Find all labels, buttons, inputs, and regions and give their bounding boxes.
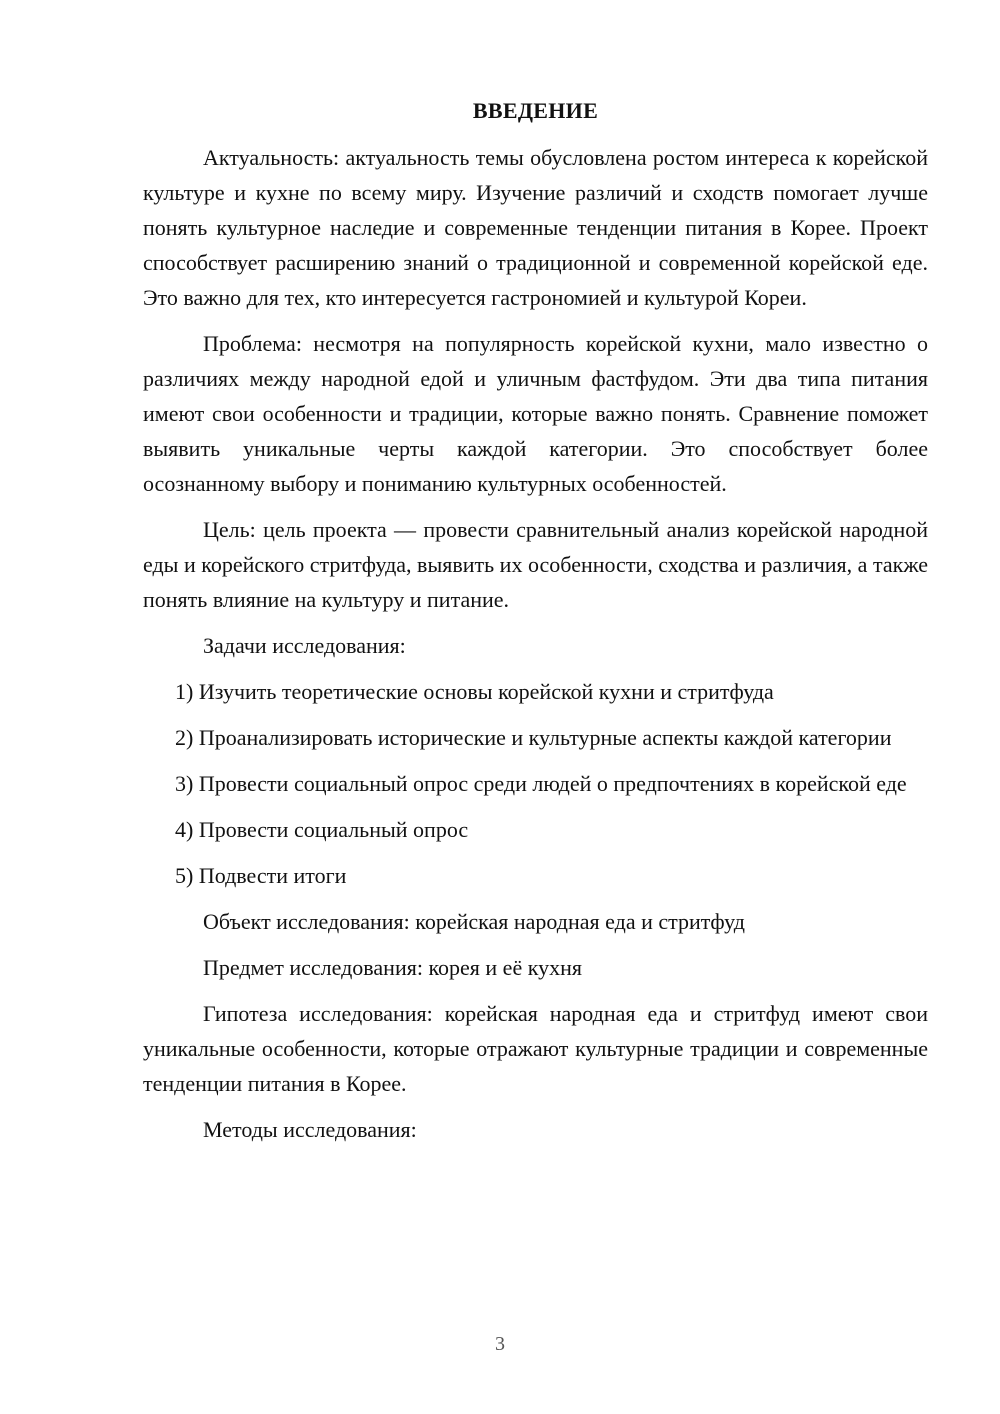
tasks-list	[143, 674, 928, 893]
object-paragraph: Объект исследования: корейская народная еда и стритфуд	[203, 909, 745, 934]
methods-heading: Методы исследования:	[203, 1117, 417, 1142]
list-item: 4) Провести социальный опрос	[175, 817, 469, 842]
problem-paragraph: Проблема: несмотря на популярность корейской кухни, мало известно о различиях между народной едой и уличным фастфудом. Эти два типа питания имеют свои особенности и традиции, которые важно понять. Сравнение поможет выявить уникальные черты каждой категории. Это способствует более осознанному выбору и пониманию культурных особенностей.	[143, 331, 928, 496]
list-item: 1) Изучить теоретические основы корейской кухни и стритфуда	[175, 679, 774, 704]
tasks-heading: Задачи исследования:	[203, 633, 406, 658]
document-page	[143, 96, 928, 1158]
page-number: 3	[495, 1333, 505, 1355]
relevance-paragraph: Актуальность: актуальность темы обусловлена ростом интереса к корейской культуре и кухне по всему миру. Изучение различий и сходств помогает лучше понять культурное наследие и современные тенденции питания в Корее. Проект способствует расширению знаний о традиционной и современной корейской еде. Это важно для тех, кто интересуется гастрономией и культурой Кореи.	[143, 145, 928, 310]
subject-paragraph: Предмет исследования: корея и её кухня	[203, 955, 582, 980]
list-item: 5) Подвести итоги	[175, 863, 347, 888]
goal-paragraph: Цель: цель проекта — провести сравнительный анализ корейской народной еды и корейского стритфуда, выявить их особенности, сходства и различия, а также понять влияние на культуру и питание.	[143, 517, 928, 612]
section-title: ВВЕДЕНИЕ	[472, 98, 599, 123]
list-item: 2) Проанализировать исторические и культурные аспекты каждой категории	[175, 725, 892, 750]
hypothesis-paragraph: Гипотеза исследования: корейская народная еда и стритфуд имеют свои уникальные особенности, которые отражают культурные традиции и современные тенденции питания в Корее.	[143, 1001, 928, 1096]
list-item: 3) Провести социальный опрос среди людей о предпочтениях в корейской еде	[175, 771, 907, 796]
